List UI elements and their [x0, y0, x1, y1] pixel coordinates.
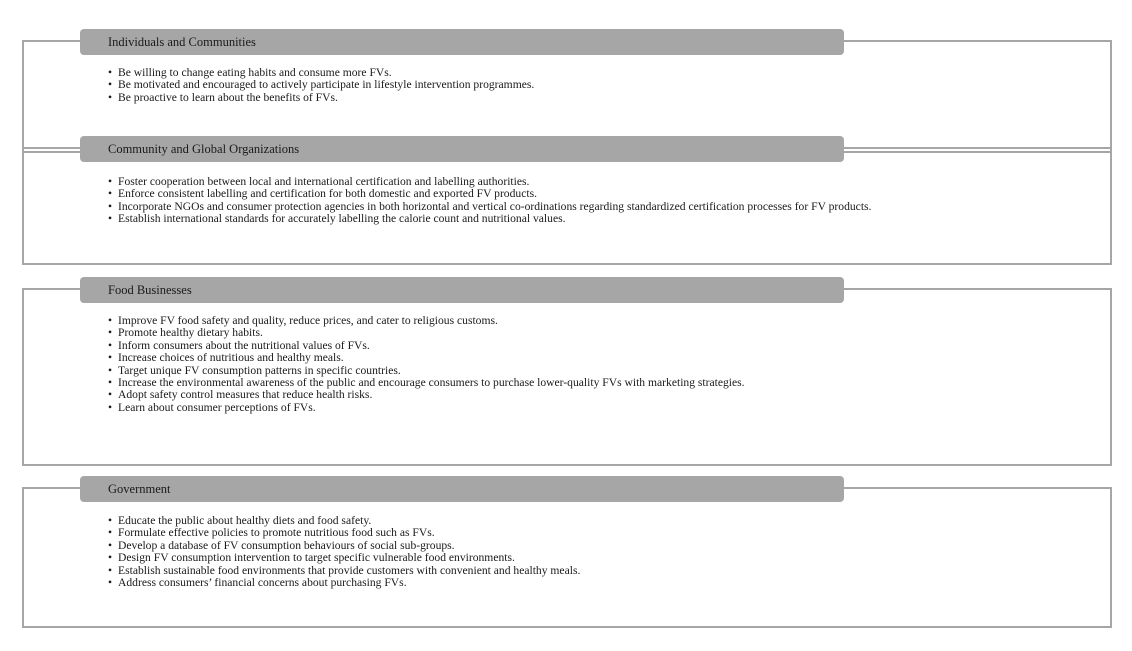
- section-header: Community and Global Organizations: [80, 136, 844, 162]
- list-item: • Learn about consumer perceptions of FVs.: [108, 402, 1050, 414]
- list-item: • Be motivated and encouraged to actively participate in lifestyle intervention programmes.: [108, 79, 1050, 91]
- list-item: • Educate the public about healthy diets and food safety.: [108, 515, 1050, 527]
- list-item: • Promote healthy dietary habits.: [108, 327, 1050, 339]
- list-item: • Improve FV food safety and quality, reduce prices, and cater to religious customs.: [108, 315, 1050, 327]
- section-header: Individuals and Communities: [80, 29, 844, 55]
- item-list: [108, 176, 1050, 226]
- list-item: • Be willing to change eating habits and consume more FVs.: [108, 67, 1050, 79]
- list-item: • Develop a database of FV consumption behaviours of social sub-groups.: [108, 540, 1050, 552]
- list-item: • Target unique FV consumption patterns in specific countries.: [108, 365, 1050, 377]
- section-header: Food Businesses: [80, 277, 844, 303]
- list-item: • Increase choices of nutritious and healthy meals.: [108, 352, 1050, 364]
- section-community-global-organizations: [22, 142, 1112, 265]
- list-item: • Address consumers’ financial concerns about purchasing FVs.: [108, 577, 1050, 589]
- list-item: • Inform consumers about the nutritional values of FVs.: [108, 340, 1050, 352]
- section-food-businesses: [22, 283, 1112, 466]
- item-list: [108, 515, 1050, 589]
- section-government: [22, 482, 1112, 628]
- list-item: • Adopt safety control measures that reduce health risks.: [108, 389, 1050, 401]
- section-header: Government: [80, 476, 844, 502]
- list-item: • Enforce consistent labelling and certification for both domestic and exported FV products.: [108, 188, 1050, 200]
- list-item: • Foster cooperation between local and international certification and labelling authorities.: [108, 176, 1050, 188]
- list-item: • Establish international standards for accurately labelling the calorie count and nutritional values.: [108, 213, 1050, 225]
- list-item: • Increase the environmental awareness of the public and encourage consumers to purchase lower-quality FVs with marketing strategies.: [108, 377, 1050, 389]
- list-item: • Incorporate NGOs and consumer protection agencies in both horizontal and vertical co-ordinations regarding standardized certification processes for FV products.: [108, 201, 1050, 213]
- list-item: • Be proactive to learn about the benefits of FVs.: [108, 92, 1050, 104]
- item-list: [108, 67, 1050, 104]
- list-item: • Design FV consumption intervention to target specific vulnerable food environments.: [108, 552, 1050, 564]
- item-list: [108, 315, 1050, 414]
- list-item: • Establish sustainable food environments that provide customers with convenient and healthy meals.: [108, 565, 1050, 577]
- list-item: • Formulate effective policies to promote nutritious food such as FVs.: [108, 527, 1050, 539]
